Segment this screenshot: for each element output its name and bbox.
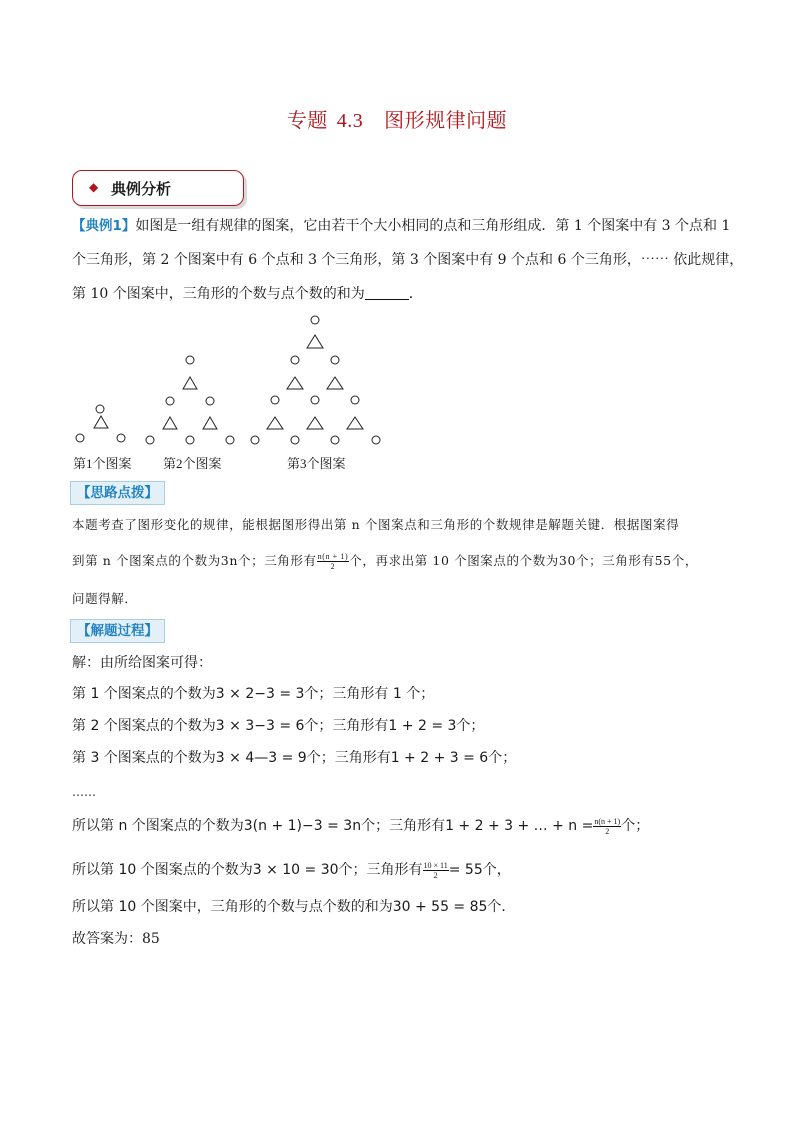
hint-line-3: 问题得解． (72, 591, 138, 606)
section-label: 典例分析 (111, 180, 172, 198)
solution-step-1: 第 1 个图案点的个数为3 × 2−3 = 3个；三角形有 1 个； (72, 686, 435, 702)
diamond-icon: ◆ (89, 180, 99, 194)
example-text-1: 如图是一组有规律的图案，它由若干个大小相同的点和三角形组成．第 1 个图案中有 3 个点和 1 (135, 218, 731, 234)
hint-frac-den: 2 (330, 562, 336, 571)
solution-intro: 解：由所给图案可得： (72, 655, 212, 671)
tenth-fraction (423, 861, 449, 880)
caption-pattern-2: 第2个图案 (163, 456, 222, 471)
hint-frac-num: n(n + 1) (317, 552, 349, 561)
pattern-1 (76, 405, 125, 442)
caption-pattern-1: 第1个图案 (73, 456, 132, 471)
example-tag: 【典例1】 (72, 218, 136, 234)
section-header (72, 170, 244, 206)
example-line-1 (72, 216, 730, 236)
hint-line-1: 本题考查了图形变化的规律，能根据图形得出第 n 个图案点和三角形的个数规律是解题关键．根据图案得 (72, 517, 680, 532)
solution-step-3: 第 3 个图案点的个数为3 × 4—3 = 9个；三角形有1 + 2 + 3 = 6个； (72, 750, 517, 766)
example-text-3: 第 10 个图案中，三角形的个数与点个数的和为 (72, 286, 365, 302)
hint-fraction (317, 552, 350, 571)
pattern-figure (70, 310, 400, 455)
solution-tenth (72, 860, 511, 880)
example-line-2: 个三角形，第 2 个图案中有 6 个点和 3 个三角形，第 3 个图案中有 9 个点和 6 个三角形，⋯⋯ 依此规律， (72, 252, 744, 268)
general-frac-den: 2 (605, 826, 610, 836)
hint-text-2a: 到第 n 个图案点的个数为3n个；三角形有 (72, 553, 317, 568)
solution-ellipsis: …… (72, 785, 96, 799)
general-text-b: 个； (621, 818, 650, 834)
hint-label: 【思路点拨】 (70, 481, 165, 505)
title-prefix: 专题 (286, 108, 328, 132)
tenth-frac-den: 2 (433, 870, 438, 880)
general-frac-num: n(n + 1) (594, 816, 621, 826)
title-number: 4.3 (336, 110, 364, 132)
solution-label: 【解题过程】 (70, 619, 165, 643)
tenth-text-b: = 55个， (448, 862, 511, 878)
tenth-frac-num: 10 × 11 (423, 860, 448, 870)
page-title (0, 104, 794, 133)
tenth-text-a: 所以第 10 个图案点的个数为3 × 10 = 30个；三角形有 (72, 862, 423, 878)
hint-text-2b: 个，再求出第 10 个图案点的个数为30个；三角形有55个， (349, 553, 698, 568)
pattern-2 (146, 356, 234, 444)
hint-line-2 (72, 552, 698, 571)
solution-general (72, 816, 649, 836)
solution-answer: 故答案为：85 (72, 931, 160, 947)
solution-step-2: 第 2 个图案点的个数为3 × 3−3 = 6个；三角形有1 + 2 = 3个； (72, 718, 485, 734)
title-text: 图形规律问题 (384, 108, 508, 132)
example-line-3 (72, 284, 423, 304)
example-text-3-end: ． (408, 286, 423, 302)
general-fraction (593, 817, 621, 836)
caption-pattern-3: 第3个图案 (287, 456, 346, 471)
pattern-3 (251, 316, 380, 444)
solution-sum: 所以第 10 个图案中，三角形的个数与点个数的和为30 + 55 = 85个． (72, 899, 516, 915)
general-text-a: 所以第 n 个图案点的个数为3(n + 1)−3 = 3n个；三角形有1 + 2 + 3 + … + n = (72, 818, 594, 834)
answer-blank (365, 285, 409, 300)
